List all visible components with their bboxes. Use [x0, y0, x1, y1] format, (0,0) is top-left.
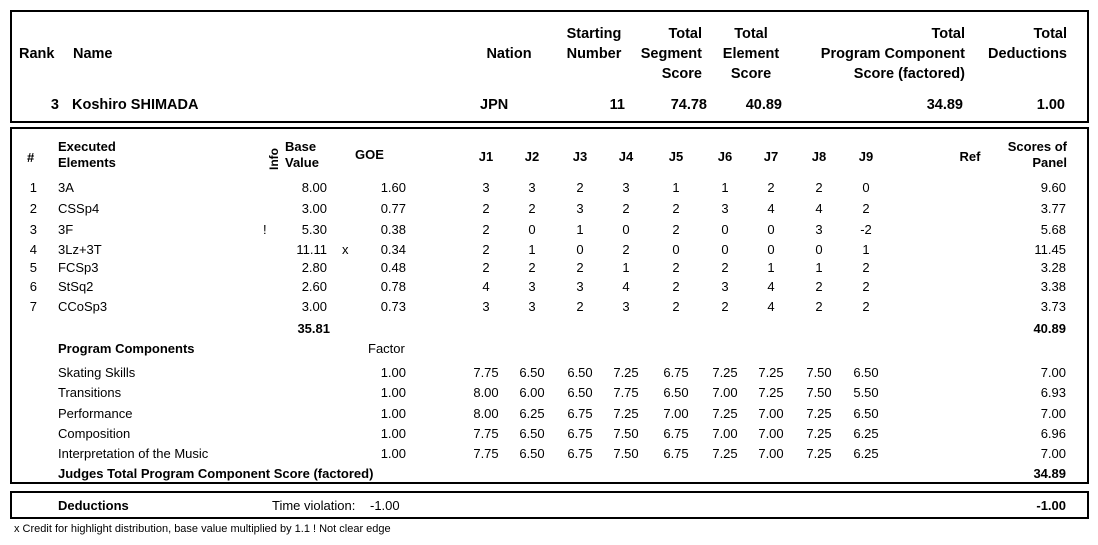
element-num: 7 — [29, 299, 37, 314]
element-judge-score: 2 — [672, 299, 680, 314]
deductions-box — [10, 491, 1089, 519]
component-judge-score: 6.50 — [567, 385, 593, 400]
element-num: 2 — [29, 201, 37, 216]
judge-header-j1: J1 — [478, 149, 494, 164]
component-name: Transitions — [58, 385, 122, 400]
element-panel-score: 3.28 — [1040, 260, 1066, 275]
details-box — [10, 127, 1089, 484]
element-goe: 0.34 — [380, 242, 406, 257]
component-factor: 1.00 — [380, 446, 406, 461]
factor-header: Factor — [368, 341, 405, 356]
component-judge-score: 6.50 — [567, 365, 593, 380]
component-judge-score: 6.75 — [663, 446, 689, 461]
element-judge-score: 2 — [815, 299, 823, 314]
component-judge-score: 7.25 — [758, 385, 784, 400]
elements-total-base: 35.81 — [297, 321, 330, 336]
element-judge-score: 4 — [767, 201, 775, 216]
name-header: Name — [73, 46, 113, 62]
component-name: Composition — [58, 426, 131, 441]
element-judge-score: 4 — [815, 201, 823, 216]
component-judge-score: 7.50 — [613, 426, 639, 441]
component-judge-score: 7.00 — [712, 426, 738, 441]
judge-header-j7: J7 — [763, 149, 779, 164]
component-name: Skating Skills — [58, 365, 136, 380]
component-judge-score: 8.00 — [473, 406, 499, 421]
element-num: 6 — [29, 279, 37, 294]
element-judge-score: 3 — [576, 279, 584, 294]
element-judge-score: 2 — [672, 201, 680, 216]
component-factor: 1.00 — [380, 365, 406, 380]
component-judge-score: 8.00 — [473, 385, 499, 400]
element-base-value: 3.00 — [301, 299, 327, 314]
component-name: Interpretation of the Music — [58, 446, 209, 461]
element-name: CSSp4 — [58, 201, 100, 216]
element-judge-score: 3 — [482, 299, 490, 314]
component-judge-score: 7.25 — [712, 406, 738, 421]
component-judge-score: 5.50 — [853, 385, 879, 400]
executed-elements-header: Executed Elements — [58, 139, 116, 170]
goe-header: GOE — [355, 147, 384, 162]
component-judge-score: 6.25 — [853, 446, 879, 461]
component-panel-score: 7.00 — [1040, 365, 1066, 380]
element-judge-score: 0 — [815, 242, 823, 257]
element-num: 5 — [29, 260, 37, 275]
component-judge-score: 6.50 — [663, 385, 689, 400]
element-judge-score: 4 — [622, 279, 630, 294]
pc-total-label: Judges Total Program Component Score (factored) — [58, 466, 374, 481]
element-goe: 0.77 — [380, 201, 406, 216]
pcs-header: Total Program Component Score (factored) — [820, 26, 965, 82]
element-judge-score: 2 — [576, 299, 584, 314]
nation-header: Nation — [486, 46, 532, 62]
element-judge-score: 0 — [622, 222, 630, 237]
component-judge-score: 7.75 — [473, 446, 499, 461]
element-judge-score: 3 — [528, 180, 536, 195]
component-judge-score: 7.75 — [473, 365, 499, 380]
element-judge-score: 2 — [528, 201, 536, 216]
component-judge-score: 6.75 — [567, 446, 593, 461]
component-judge-score: 6.75 — [567, 426, 593, 441]
component-judge-score: 7.75 — [473, 426, 499, 441]
deductions-label: Deductions — [58, 498, 129, 513]
component-panel-score: 7.00 — [1040, 446, 1066, 461]
element-base-value: 3.00 — [301, 201, 327, 216]
component-judge-score: 7.25 — [712, 365, 738, 380]
element-judge-score: 3 — [721, 279, 729, 294]
component-judge-score: 7.25 — [758, 365, 784, 380]
tes-header: Total Element Score — [722, 26, 780, 82]
component-judge-score: 7.50 — [613, 446, 639, 461]
element-judge-score: 2 — [721, 299, 729, 314]
judge-header-j3: J3 — [572, 149, 588, 164]
judge-header-j4: J4 — [618, 149, 634, 164]
element-judge-score: 3 — [482, 180, 490, 195]
element-judge-score: 3 — [622, 299, 630, 314]
component-judge-score: 6.50 — [853, 406, 879, 421]
element-name: 3A — [58, 180, 74, 195]
element-judge-score: 4 — [482, 279, 490, 294]
element-name: StSq2 — [58, 279, 94, 294]
component-judge-score: 7.50 — [806, 365, 832, 380]
element-goe: 1.60 — [380, 180, 406, 195]
component-panel-score: 6.96 — [1040, 426, 1066, 441]
element-judge-score: 2 — [622, 201, 630, 216]
element-judge-score: 3 — [528, 279, 536, 294]
component-judge-score: 6.00 — [519, 385, 545, 400]
component-judge-score: 7.75 — [613, 385, 639, 400]
element-goe: 0.48 — [380, 260, 406, 275]
component-panel-score: 6.93 — [1040, 385, 1066, 400]
skater-rank: 3 — [50, 97, 59, 113]
element-panel-score: 5.68 — [1040, 222, 1066, 237]
element-judge-score: 2 — [815, 279, 823, 294]
element-base-value: 5.30 — [301, 222, 327, 237]
element-name: 3F — [58, 222, 74, 237]
element-panel-score: 9.60 — [1040, 180, 1066, 195]
program-components-header: Program Components — [58, 341, 195, 356]
element-judge-score: 2 — [815, 180, 823, 195]
component-factor: 1.00 — [380, 426, 406, 441]
time-violation-label: Time violation: — [272, 498, 356, 513]
num-header: # — [27, 150, 35, 165]
element-judge-score: 2 — [576, 260, 584, 275]
component-judge-score: 6.50 — [519, 426, 545, 441]
component-panel-score: 7.00 — [1040, 406, 1066, 421]
component-judge-score: 7.50 — [806, 385, 832, 400]
element-panel-score: 11.45 — [1034, 242, 1066, 257]
element-num: 3 — [29, 222, 37, 237]
element-judge-score: 1 — [672, 180, 680, 195]
element-judge-score: 1 — [576, 222, 584, 237]
element-judge-score: 3 — [528, 299, 536, 314]
element-name: 3Lz+3T — [58, 242, 102, 257]
element-base-value: 2.60 — [301, 279, 327, 294]
footnote: x Credit for highlight distribution, base value multiplied by 1.1 ! Not clear edge — [14, 523, 391, 535]
ref-header: Ref — [959, 149, 981, 164]
judge-header-j6: J6 — [717, 149, 733, 164]
element-base-value: 11.11 — [296, 242, 327, 257]
element-judge-score: 2 — [482, 222, 490, 237]
element-judge-score: 0 — [672, 242, 680, 257]
judge-header-j9: J9 — [858, 149, 874, 164]
component-judge-score: 7.00 — [712, 385, 738, 400]
pc-total-value: 34.89 — [1033, 466, 1066, 481]
element-judge-score: 2 — [482, 201, 490, 216]
component-judge-score: 6.25 — [519, 406, 545, 421]
element-judge-score: 2 — [622, 242, 630, 257]
component-judge-score: 6.50 — [853, 365, 879, 380]
scores-of-panel-header: Scores of Panel — [1007, 139, 1067, 170]
element-judge-score: 2 — [862, 201, 870, 216]
element-judge-score: 4 — [767, 279, 775, 294]
element-goe: 0.73 — [380, 299, 406, 314]
element-judge-score: 0 — [862, 180, 870, 195]
component-judge-score: 7.25 — [613, 365, 639, 380]
element-judge-score: -2 — [860, 222, 872, 237]
element-judge-score: 2 — [482, 260, 490, 275]
elements-total-panel: 40.89 — [1033, 321, 1066, 336]
component-judge-score: 7.25 — [806, 426, 832, 441]
tss-header: Total Segment Score — [640, 26, 702, 82]
element-panel-score: 3.38 — [1040, 279, 1066, 294]
base-value-header: Base Value — [285, 139, 319, 170]
element-judge-score: 1 — [815, 260, 823, 275]
element-judge-score: 2 — [672, 279, 680, 294]
component-judge-score: 6.75 — [567, 406, 593, 421]
skater-tss: 74.78 — [670, 97, 707, 113]
element-judge-score: 3 — [721, 201, 729, 216]
element-num: 1 — [29, 180, 37, 195]
skater-pcs: 34.89 — [926, 97, 963, 113]
element-judge-score: 0 — [767, 242, 775, 257]
element-judge-score: 0 — [721, 222, 729, 237]
component-judge-score: 7.25 — [806, 406, 832, 421]
skater-nation: JPN — [480, 97, 509, 113]
component-judge-score: 6.25 — [853, 426, 879, 441]
element-judge-score: 2 — [672, 222, 680, 237]
component-judge-score: 7.00 — [758, 446, 784, 461]
component-judge-score: 6.75 — [663, 426, 689, 441]
element-judge-score: 3 — [576, 201, 584, 216]
element-judge-score: 1 — [767, 260, 775, 275]
element-judge-score: 1 — [622, 260, 630, 275]
element-bonus-mark: x — [342, 242, 349, 257]
component-judge-score: 7.00 — [758, 406, 784, 421]
starting-number-header: Starting Number — [566, 26, 622, 62]
component-judge-score: 7.00 — [663, 406, 689, 421]
element-base-value: 2.80 — [301, 260, 327, 275]
component-name: Performance — [58, 406, 133, 421]
element-goe: 0.78 — [380, 279, 406, 294]
skater-deductions: 1.00 — [1036, 97, 1065, 113]
element-judge-score: 2 — [721, 260, 729, 275]
element-judge-score: 2 — [862, 260, 870, 275]
element-judge-score: 1 — [862, 242, 870, 257]
deductions-header: Total Deductions — [988, 26, 1067, 62]
deductions-total: -1.00 — [1036, 498, 1066, 513]
component-judge-score: 7.25 — [712, 446, 738, 461]
element-num: 4 — [29, 242, 37, 257]
component-judge-score: 6.50 — [519, 365, 545, 380]
element-info: ! — [263, 222, 267, 237]
component-judge-score: 7.25 — [613, 406, 639, 421]
component-judge-score: 6.75 — [663, 365, 689, 380]
judge-header-j8: J8 — [811, 149, 827, 164]
element-judge-score: 2 — [576, 180, 584, 195]
skater-starting-number: 11 — [609, 97, 625, 113]
judge-header-j5: J5 — [668, 149, 684, 164]
element-panel-score: 3.73 — [1040, 299, 1066, 314]
element-judge-score: 2 — [862, 299, 870, 314]
element-judge-score: 2 — [672, 260, 680, 275]
rank-header: Rank — [19, 46, 55, 62]
component-judge-score: 7.00 — [758, 426, 784, 441]
element-judge-score: 1 — [721, 180, 729, 195]
element-judge-score: 0 — [528, 222, 536, 237]
element-name: FCSp3 — [58, 260, 99, 275]
element-judge-score: 2 — [528, 260, 536, 275]
component-factor: 1.00 — [380, 406, 406, 421]
element-judge-score: 4 — [767, 299, 775, 314]
element-judge-score: 2 — [862, 279, 870, 294]
info-header: Info — [267, 148, 281, 170]
element-judge-score: 0 — [721, 242, 729, 257]
component-judge-score: 6.50 — [519, 446, 545, 461]
skater-name: Koshiro SHIMADA — [72, 97, 199, 113]
element-panel-score: 3.77 — [1040, 201, 1066, 216]
element-base-value: 8.00 — [301, 180, 327, 195]
element-judge-score: 0 — [767, 222, 775, 237]
component-judge-score: 7.25 — [806, 446, 832, 461]
element-judge-score: 0 — [576, 242, 584, 257]
element-judge-score: 3 — [622, 180, 630, 195]
element-judge-score: 1 — [528, 242, 536, 257]
component-factor: 1.00 — [380, 385, 406, 400]
time-violation-value: -1.00 — [370, 498, 400, 513]
element-judge-score: 2 — [767, 180, 775, 195]
element-judge-score: 2 — [482, 242, 490, 257]
skater-tes: 40.89 — [745, 97, 782, 113]
element-judge-score: 3 — [815, 222, 823, 237]
element-goe: 0.38 — [380, 222, 406, 237]
judge-header-j2: J2 — [524, 149, 540, 164]
element-name: CCoSp3 — [58, 299, 108, 314]
